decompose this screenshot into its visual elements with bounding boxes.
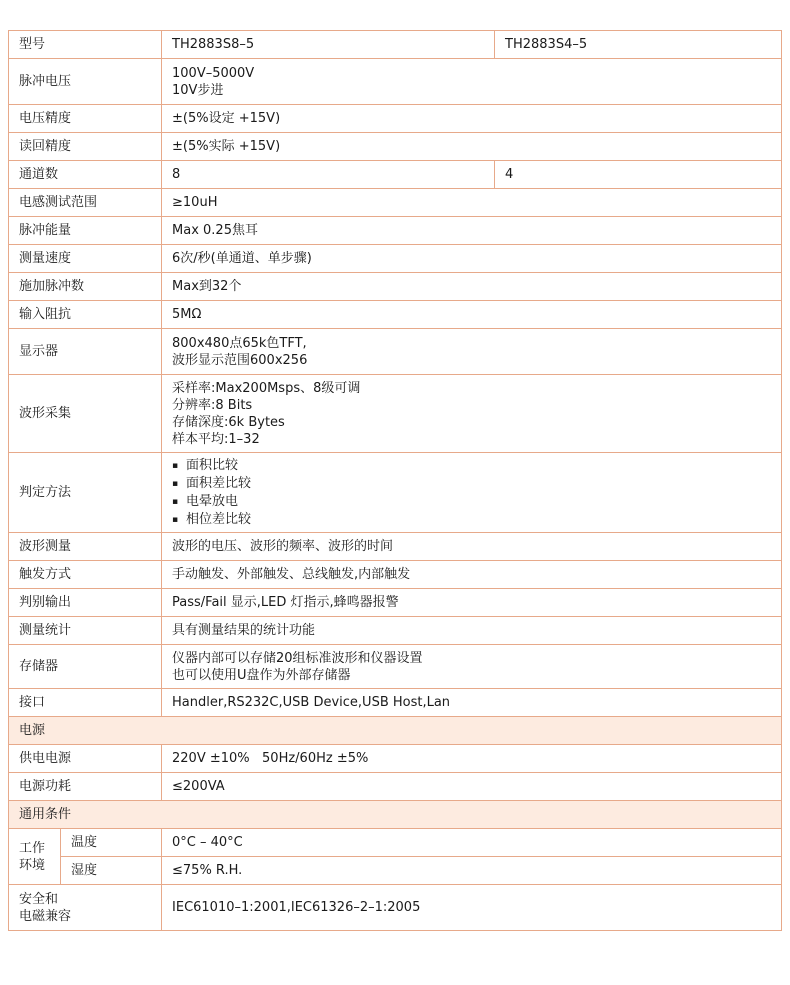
interface-value: Handler,RS232C,USB Device,USB Host,Lan [162, 689, 782, 717]
row-judgment-method [9, 453, 782, 533]
measure-stats-label: 测量统计 [9, 617, 162, 645]
judgment-output-value: Pass/Fail 显示,LED 灯指示,蜂鸣器报警 [162, 589, 782, 617]
row-waveform-capture [9, 375, 782, 453]
storage-line: 仪器内部可以存储20组标准波形和仪器设置 [172, 650, 423, 666]
display-label: 显示器 [9, 329, 162, 375]
safety-label-line: 电磁兼容 [19, 908, 72, 924]
row-measure-speed [9, 245, 782, 273]
input-impedance-label: 输入阻抗 [9, 301, 162, 329]
section-general [9, 801, 782, 829]
row-judgment-output [9, 589, 782, 617]
pulse-voltage-line: 100V–5000V [172, 65, 255, 81]
waveform-capture-value [162, 375, 782, 453]
row-power-supply [9, 745, 782, 773]
row-display [9, 329, 782, 375]
row-inductance-range [9, 189, 782, 217]
pulse-voltage-line: 10V步进 [172, 82, 224, 98]
waveform-capture-line: 采样率:Max200Msps、8级可调 [172, 380, 361, 396]
interface-label: 接口 [9, 689, 162, 717]
model-value-2: TH2883S4–5 [495, 31, 782, 59]
storage-line: 也可以使用U盘作为外部存储器 [172, 667, 351, 683]
channels-label: 通道数 [9, 161, 162, 189]
safety-label-line: 安全和 [19, 891, 59, 907]
inductance-range-label: 电感测试范围 [9, 189, 162, 217]
power-consumption-value: ≤200VA [162, 773, 782, 801]
waveform-capture-line: 分辨率:8 Bits [172, 397, 253, 413]
channels-value-2: 4 [495, 161, 782, 189]
row-pulse-voltage [9, 59, 782, 105]
pulse-energy-label: 脉冲能量 [9, 217, 162, 245]
power-supply-value: 220V ±10% 50Hz/60Hz ±5% [162, 745, 782, 773]
row-trigger-mode [9, 561, 782, 589]
section-power-heading: 电源 [9, 717, 782, 745]
row-safety [9, 885, 782, 931]
row-environment-temperature [9, 829, 782, 857]
waveform-capture-label: 波形采集 [9, 375, 162, 453]
storage-label: 存储器 [9, 645, 162, 689]
safety-value: IEC61010–1:2001,IEC61326–2–1:2005 [162, 885, 782, 931]
spec-table [8, 30, 782, 931]
waveform-capture-line: 存储深度:6k Bytes [172, 414, 285, 430]
display-line: 800x480点65k色TFT, [172, 335, 307, 351]
readback-accuracy-label: 读回精度 [9, 133, 162, 161]
storage-value [162, 645, 782, 689]
humidity-label: 湿度 [61, 857, 162, 885]
measure-stats-value: 具有测量结果的统计功能 [162, 617, 782, 645]
row-interface [9, 689, 782, 717]
model-value-1: TH2883S8–5 [162, 31, 495, 59]
row-channels [9, 161, 782, 189]
environment-label-line: 工作 [19, 840, 46, 856]
temperature-value: 0°C – 40°C [162, 829, 782, 857]
trigger-mode-value: 手动触发、外部触发、总线触发,内部触发 [162, 561, 782, 589]
row-voltage-accuracy [9, 105, 782, 133]
judgment-method-item: ▪ 电晕放电 [172, 493, 771, 511]
voltage-accuracy-label: 电压精度 [9, 105, 162, 133]
voltage-accuracy-value: ±(5%设定 +15V) [162, 105, 782, 133]
judgment-method-item: ▪ 面积差比较 [172, 475, 771, 493]
row-pulse-energy [9, 217, 782, 245]
temperature-label: 温度 [61, 829, 162, 857]
row-readback-accuracy [9, 133, 782, 161]
measure-speed-label: 测量速度 [9, 245, 162, 273]
inductance-range-value: ≥10uH [162, 189, 782, 217]
pulse-count-value: Max到32个 [162, 273, 782, 301]
pulse-voltage-label: 脉冲电压 [9, 59, 162, 105]
row-pulse-count [9, 273, 782, 301]
judgment-method-value [162, 453, 782, 533]
section-general-heading: 通用条件 [9, 801, 782, 829]
waveform-measure-label: 波形测量 [9, 533, 162, 561]
input-impedance-value: 5MΩ [162, 301, 782, 329]
row-model [9, 31, 782, 59]
power-consumption-label: 电源功耗 [9, 773, 162, 801]
judgment-method-item: ▪ 面积比较 [172, 457, 771, 475]
channels-value-1: 8 [162, 161, 495, 189]
row-environment-humidity [9, 857, 782, 885]
judgment-method-label: 判定方法 [9, 453, 162, 533]
row-measure-stats [9, 617, 782, 645]
judgment-output-label: 判别输出 [9, 589, 162, 617]
row-waveform-measure [9, 533, 782, 561]
safety-label [9, 885, 162, 931]
readback-accuracy-value: ±(5%实际 +15V) [162, 133, 782, 161]
power-supply-label: 供电电源 [9, 745, 162, 773]
waveform-measure-value: 波形的电压、波形的频率、波形的时间 [162, 533, 782, 561]
humidity-value: ≤75% R.H. [162, 857, 782, 885]
row-storage [9, 645, 782, 689]
model-label: 型号 [9, 31, 162, 59]
judgment-method-item: ▪ 相位差比较 [172, 511, 771, 529]
row-input-impedance [9, 301, 782, 329]
trigger-mode-label: 触发方式 [9, 561, 162, 589]
measure-speed-value: 6次/秒(单通道、单步骤) [162, 245, 782, 273]
pulse-voltage-value [162, 59, 782, 105]
row-power-consumption [9, 773, 782, 801]
environment-label [9, 829, 61, 885]
pulse-energy-value: Max 0.25焦耳 [162, 217, 782, 245]
display-value [162, 329, 782, 375]
section-power [9, 717, 782, 745]
environment-label-line: 环境 [19, 857, 46, 873]
waveform-capture-line: 样本平均:1–32 [172, 431, 260, 447]
display-line: 波形显示范围600x256 [172, 352, 308, 368]
pulse-count-label: 施加脉冲数 [9, 273, 162, 301]
